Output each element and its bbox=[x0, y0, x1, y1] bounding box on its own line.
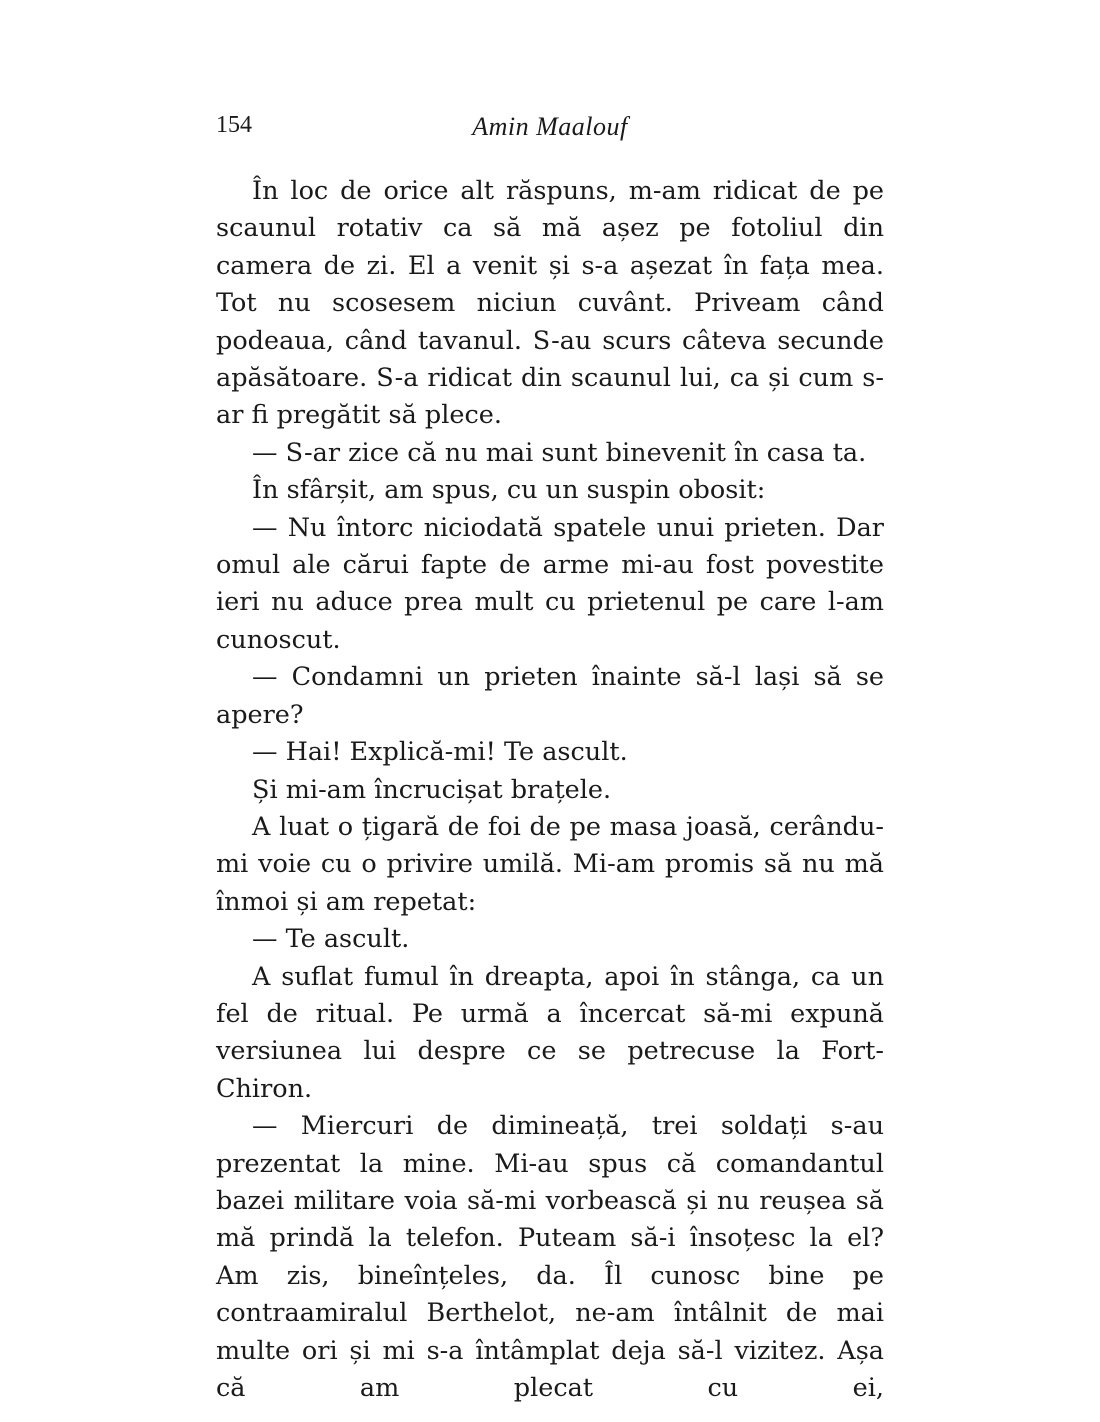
page-number: 154 bbox=[216, 112, 252, 138]
paragraph: — Condamni un prieten înainte să-l lași să se apere? bbox=[216, 662, 884, 730]
paragraph: — Hai! Explică-mi! Te ascult. bbox=[252, 737, 628, 768]
body-text bbox=[216, 173, 884, 1407]
paragraph: — Miercuri de dimineață, trei soldați s-au prezentat la mine. Mi-au spus că comandantul bazei militare voia să-mi vorbească și nu reușea să mă prindă la telefon. Puteam să-i însoțesc la el? Am zis, bineînțeles, da. Îl cunosc bine pe contraamiralul Berthelot, ne-am întâlnit de mai multe ori și mi s-a întâmplat deja să-l vizitez. Așa că am plecat cu ei, bbox=[216, 1111, 884, 1403]
running-head: Amin Maalouf bbox=[472, 112, 628, 141]
page-header bbox=[216, 112, 884, 148]
paragraph: În sfârșit, am spus, cu un suspin obosit: bbox=[252, 475, 766, 506]
paragraph: — Te ascult. bbox=[252, 924, 410, 955]
paragraph: În loc de orice alt răspuns, m-am ridicat de pe scaunul rotativ ca să mă așez pe fotoliul din camera de zi. El a venit și s-a așezat în fața mea. Tot nu scosesem niciun cuvânt. Priveam când podeaua, când tavanul. S-au scurs câteva secunde apăsătoare. S-a ridicat din scaunul lui, ca și cum s-ar fi pregătit să plece. bbox=[216, 176, 884, 431]
paragraph: A luat o țigară de foi de pe masa joasă, cerându-mi voie cu o privire umilă. Mi-am promis să nu mă înmoi și am repetat: bbox=[216, 811, 884, 917]
paragraph: — S-ar zice că nu mai sunt binevenit în casa ta. bbox=[252, 437, 867, 468]
paragraph: A suflat fumul în dreapta, apoi în stânga, ca un fel de ritual. Pe urmă a încercat să-mi expună versiunea lui despre ce se petrecuse la Fort-Chiron. bbox=[216, 961, 884, 1104]
paragraph: Și mi-am încrucișat brațele. bbox=[252, 774, 612, 805]
paragraph: — Nu întorc niciodată spatele unui prieten. Dar omul ale cărui fapte de arme mi-au fost povestite ieri nu aduce prea mult cu prietenul pe care l-am cunoscut. bbox=[216, 512, 884, 655]
